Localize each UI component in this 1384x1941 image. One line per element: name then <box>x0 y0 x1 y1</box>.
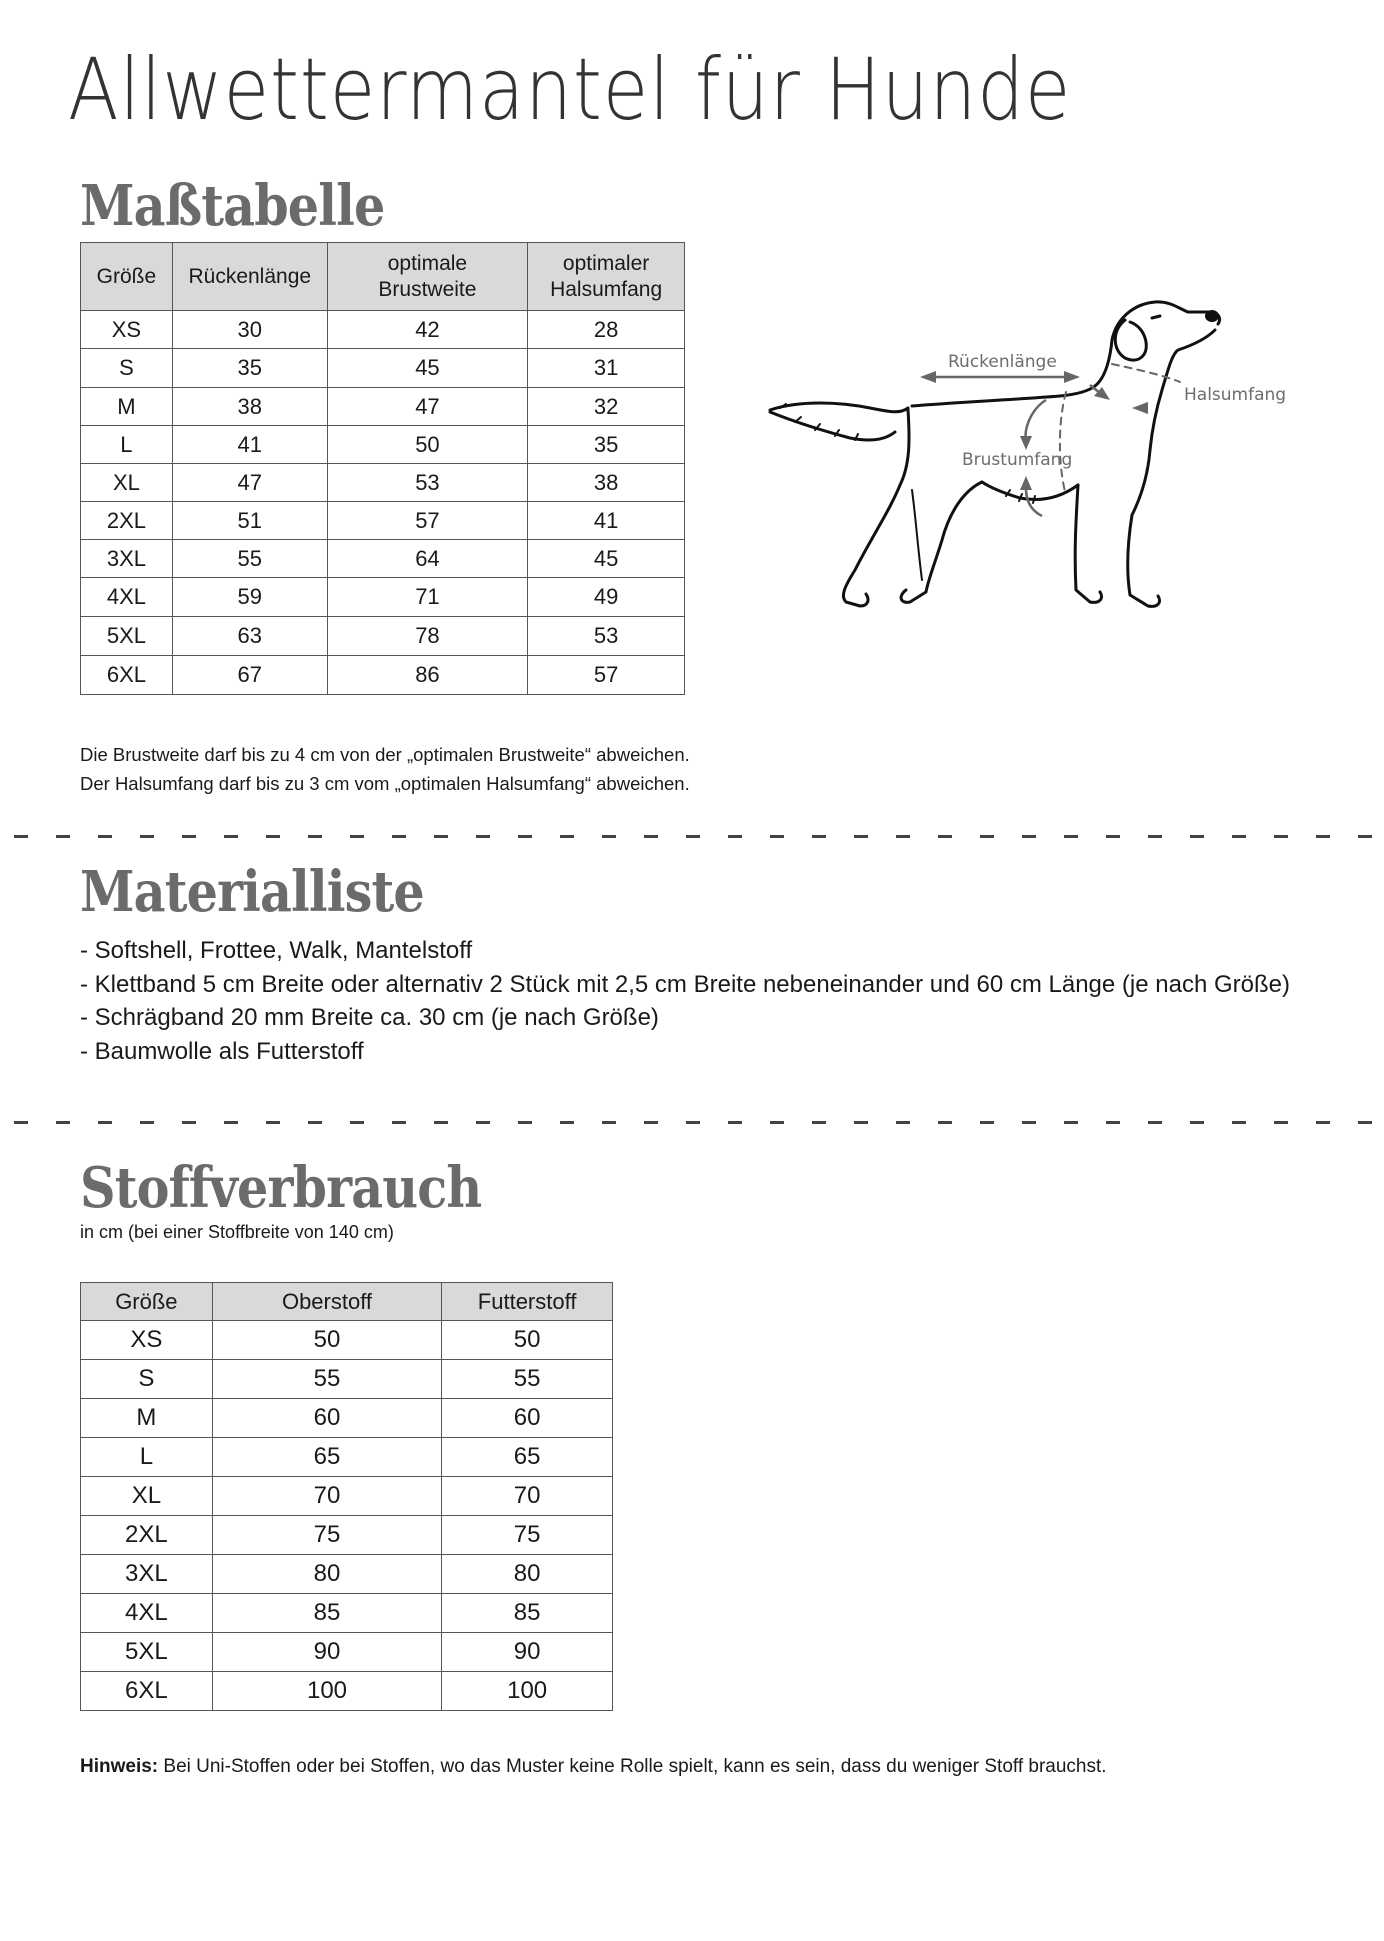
table-row <box>81 617 685 656</box>
back-length-label: Rückenlänge <box>948 352 1057 372</box>
cell-chest: 47 <box>327 388 528 426</box>
size-table <box>80 242 685 695</box>
cell-neck: 32 <box>528 388 685 426</box>
cell-lining: 50 <box>442 1321 613 1360</box>
table-row <box>81 578 685 617</box>
cell-size: S <box>81 1360 213 1399</box>
cell-size: M <box>81 1399 213 1438</box>
table-row <box>81 1477 613 1516</box>
cell-lining: 60 <box>442 1399 613 1438</box>
section-divider <box>0 835 1384 838</box>
cell-neck: 57 <box>528 656 685 695</box>
cell-chest: 57 <box>327 502 528 540</box>
cell-outer: 100 <box>212 1672 442 1711</box>
cell-size: XS <box>81 311 173 349</box>
table-row <box>81 1360 613 1399</box>
dog-measurement-diagram <box>760 290 1300 630</box>
cell-neck: 28 <box>528 311 685 349</box>
cell-back-length: 51 <box>172 502 327 540</box>
cell-back-length: 47 <box>172 464 327 502</box>
col-header-outer-fabric: Oberstoff <box>212 1283 442 1321</box>
table-row <box>81 311 685 349</box>
cell-outer: 80 <box>212 1555 442 1594</box>
fabric-usage-subtitle: in cm (bei einer Stoffbreite von 140 cm) <box>80 1222 394 1242</box>
materials-list <box>80 934 1290 1068</box>
cell-neck: 49 <box>528 578 685 617</box>
fabric-table-header-row <box>81 1283 613 1321</box>
cell-size: 6XL <box>81 656 173 695</box>
cell-size: L <box>81 1438 213 1477</box>
cell-size: L <box>81 426 173 464</box>
table-row <box>81 1633 613 1672</box>
col-header-back-length: Rückenlänge <box>172 243 327 311</box>
cell-size: 2XL <box>81 502 173 540</box>
table-row <box>81 464 685 502</box>
cell-chest: 86 <box>327 656 528 695</box>
cell-size: XS <box>81 1321 213 1360</box>
table-row <box>81 426 685 464</box>
cell-size: 5XL <box>81 1633 213 1672</box>
cell-chest: 78 <box>327 617 528 656</box>
cell-size: 6XL <box>81 1672 213 1711</box>
cell-chest: 50 <box>327 426 528 464</box>
table-row <box>81 1321 613 1360</box>
cell-size: 2XL <box>81 1516 213 1555</box>
size-table-header-row <box>81 243 685 311</box>
cell-outer: 60 <box>212 1399 442 1438</box>
materials-heading: Materialliste <box>80 859 424 925</box>
table-row <box>81 1438 613 1477</box>
neck-label: Halsumfang <box>1184 385 1287 405</box>
cell-back-length: 59 <box>172 578 327 617</box>
table-row <box>81 1399 613 1438</box>
cell-lining: 55 <box>442 1360 613 1399</box>
table-row <box>81 656 685 695</box>
cell-outer: 65 <box>212 1438 442 1477</box>
cell-neck: 53 <box>528 617 685 656</box>
cell-back-length: 35 <box>172 349 327 388</box>
neck-tolerance-note: Der Halsumfang darf bis zu 3 cm vom „optimalen Halsumfang“ abweichen. <box>80 773 690 794</box>
cell-lining: 75 <box>442 1516 613 1555</box>
chest-label: Brustumfang <box>962 450 1073 470</box>
cell-outer: 55 <box>212 1360 442 1399</box>
table-row <box>81 1555 613 1594</box>
list-item: - Softshell, Frottee, Walk, Mantelstoff <box>80 937 473 964</box>
cell-lining: 65 <box>442 1438 613 1477</box>
cell-outer: 90 <box>212 1633 442 1672</box>
table-row <box>81 1672 613 1711</box>
col-header-size: Größe <box>81 243 173 311</box>
list-item: - Baumwolle als Futterstoff <box>80 1037 364 1065</box>
table-row <box>81 502 685 540</box>
col-header-neck: optimaler Halsumfang <box>528 243 685 311</box>
cell-neck: 35 <box>528 426 685 464</box>
chest-tolerance-note: Die Brustweite darf bis zu 4 cm von der „optimalen Brustweite“ abweichen. <box>80 744 690 765</box>
col-header-chest: optimale Brustweite <box>327 243 528 311</box>
table-row <box>81 1594 613 1633</box>
cell-neck: 38 <box>528 464 685 502</box>
cell-size: XL <box>81 464 173 502</box>
cell-back-length: 55 <box>172 540 327 578</box>
cell-lining: 70 <box>442 1477 613 1516</box>
cell-outer: 75 <box>212 1516 442 1555</box>
fabric-hint <box>80 1756 1107 1778</box>
cell-size: 3XL <box>81 1555 213 1594</box>
cell-lining: 90 <box>442 1633 613 1672</box>
cell-neck: 31 <box>528 349 685 388</box>
cell-outer: 70 <box>212 1477 442 1516</box>
list-item: - Schrägband 20 mm Breite ca. 30 cm (je nach Größe) <box>80 1004 659 1031</box>
cell-outer: 85 <box>212 1594 442 1633</box>
cell-chest: 42 <box>327 311 528 349</box>
cell-back-length: 41 <box>172 426 327 464</box>
size-table-heading: Maßtabelle <box>80 173 385 239</box>
table-row <box>81 349 685 388</box>
hint-text: Bei Uni-Stoffen oder bei Stoffen, wo das Muster keine Rolle spielt, kann es sein, dass du weniger Stoff brauchst. <box>158 1756 1107 1777</box>
cell-size: 4XL <box>81 1594 213 1633</box>
cell-chest: 71 <box>327 578 528 617</box>
cell-chest: 45 <box>327 349 528 388</box>
cell-neck: 41 <box>528 502 685 540</box>
col-header-size: Größe <box>81 1283 213 1321</box>
list-item: - Klettband 5 cm Breite oder alternativ 2 Stück mit 2,5 cm Breite nebeneinander und 60 cm Länge (je nach Größe) <box>80 970 1290 998</box>
cell-size: XL <box>81 1477 213 1516</box>
cell-size: 4XL <box>81 578 173 617</box>
cell-chest: 53 <box>327 464 528 502</box>
cell-back-length: 63 <box>172 617 327 656</box>
fabric-usage-heading: Stoffverbrauch <box>80 1155 482 1221</box>
cell-size: 5XL <box>81 617 173 656</box>
cell-neck: 45 <box>528 540 685 578</box>
cell-lining: 80 <box>442 1555 613 1594</box>
cell-chest: 64 <box>327 540 528 578</box>
page-title: Allwettermantel für Hunde <box>68 40 1072 140</box>
hint-label: Hinweis: <box>80 1756 159 1777</box>
cell-back-length: 67 <box>172 656 327 695</box>
table-row <box>81 540 685 578</box>
cell-back-length: 38 <box>172 388 327 426</box>
cell-size: S <box>81 349 173 388</box>
cell-size: M <box>81 388 173 426</box>
table-row <box>81 388 685 426</box>
fabric-usage-table <box>80 1282 613 1711</box>
section-divider <box>0 1121 1384 1124</box>
col-header-lining-fabric: Futterstoff <box>442 1283 613 1321</box>
cell-lining: 100 <box>442 1672 613 1711</box>
cell-back-length: 30 <box>172 311 327 349</box>
cell-lining: 85 <box>442 1594 613 1633</box>
cell-size: 3XL <box>81 540 173 578</box>
table-row <box>81 1516 613 1555</box>
cell-outer: 50 <box>212 1321 442 1360</box>
